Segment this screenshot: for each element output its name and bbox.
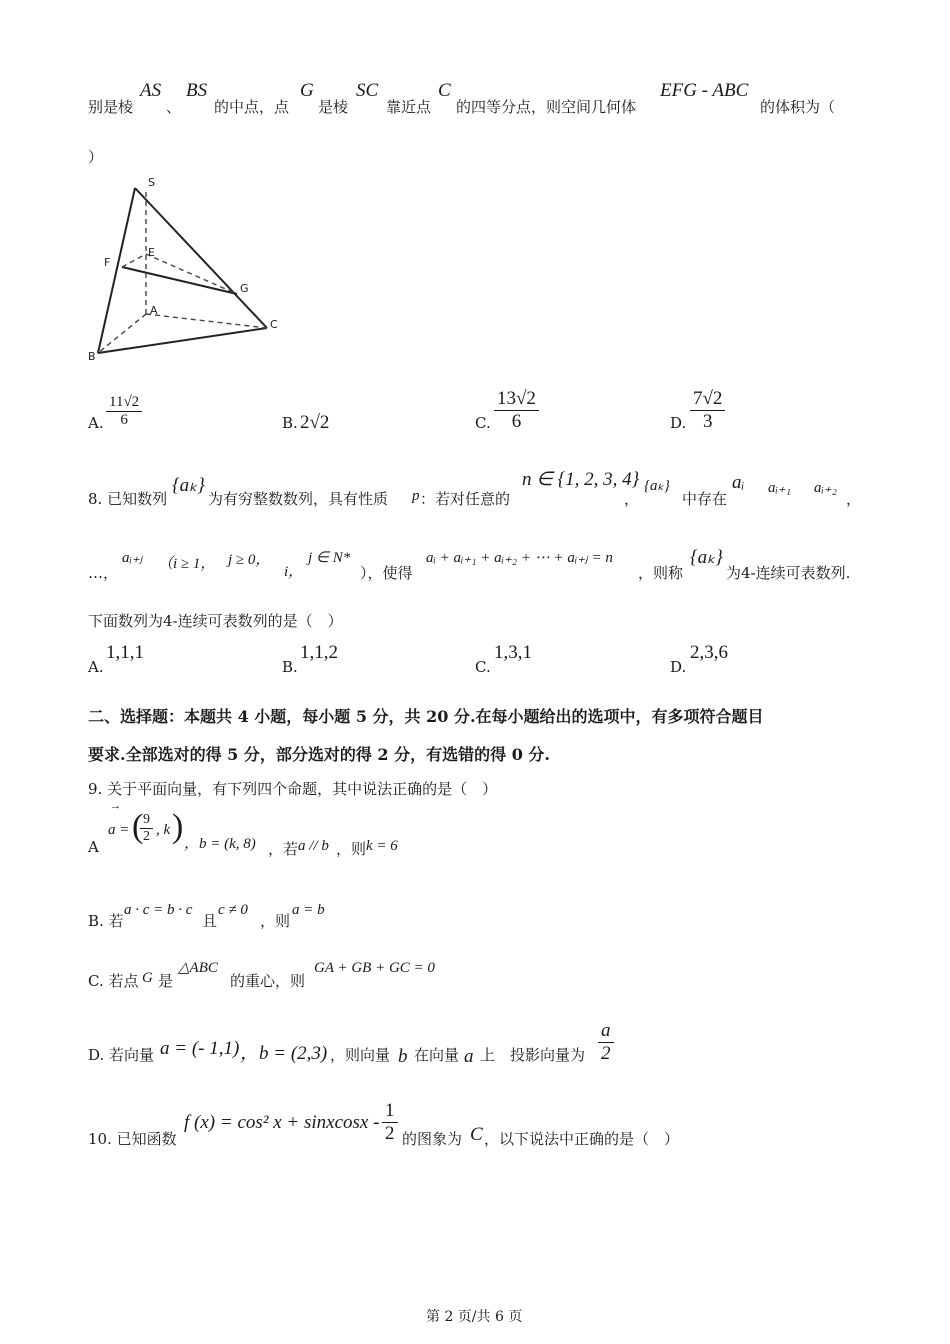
q9-d-text: ，则向量: [330, 1046, 391, 1064]
q8-cond-4: j ∈ N*: [308, 550, 351, 566]
q7-option-a-letter[interactable]: A.: [88, 414, 104, 432]
q8-option-c-letter[interactable]: C.: [475, 658, 491, 676]
q9-b-and: 且: [202, 912, 218, 930]
q7-text-5: 的四等分点，则空间几何体: [456, 98, 637, 116]
q8-option-b-letter[interactable]: B.: [282, 658, 298, 676]
q8-n-set: n ∈ {1, 2, 3, 4}: [522, 469, 640, 490]
q9-c-equation: GA + GB + GC = 0: [314, 960, 435, 976]
q9-a-if: ，若: [268, 840, 299, 858]
q7-paren-close: ）: [88, 148, 104, 166]
q7-sc: SC: [356, 80, 379, 101]
q9-c-triangle: △ABC: [178, 960, 218, 976]
q7-g: G: [300, 80, 314, 101]
q7-option-b-letter[interactable]: B.: [282, 414, 298, 432]
vector-arrow-icon: →: [110, 800, 121, 812]
tetrahedron-figure: [80, 170, 290, 370]
label-a: A: [150, 304, 158, 317]
q9-d-bv: b: [398, 1046, 408, 1067]
q8-ak-2: {aₖ}: [644, 478, 670, 494]
q7-text-1: 别是棱: [88, 98, 134, 116]
q7-option-a-num: 11√2: [106, 394, 142, 412]
q8-ai1: aᵢ₊₁: [768, 480, 792, 496]
q7-option-c-num: 13√2: [494, 388, 539, 411]
q9-d-frac-num: a: [598, 1020, 614, 1043]
q8-ak-1: {aₖ}: [172, 475, 205, 496]
q8-option-a-letter[interactable]: A.: [88, 658, 104, 676]
q9-d-b: ，b = (2,3): [240, 1043, 328, 1064]
q9-a-then: ，则: [336, 840, 367, 858]
q10-frac-den: 2: [385, 1122, 395, 1144]
q7-efg-abc: EFG - ABC: [660, 80, 749, 101]
q9-d-up: 上 投影向量为: [480, 1046, 586, 1064]
q7-text-4: 靠近点: [386, 98, 432, 116]
section2-heading-line2: 要求.全部选对的得 5 分，部分选对的得 2 分，有选错的得 0 分.: [88, 745, 550, 764]
q8-text-5: ，则称: [638, 564, 684, 582]
q9-a-b-vector: ，b = (k, 8): [184, 836, 256, 852]
q9-a-frac-num: 9: [140, 812, 153, 829]
q9-d-a: a = (- 1,1): [160, 1038, 240, 1059]
label-s: S: [148, 176, 155, 189]
q8-option-a-value[interactable]: 1,1,1: [106, 642, 144, 663]
q9-a-vector: a =: [108, 822, 130, 838]
label-e: E: [148, 246, 155, 259]
q7-text-3: 是棱: [318, 98, 349, 116]
q7-option-d-letter[interactable]: D.: [670, 414, 687, 432]
q8-ai2: aᵢ₊₂: [814, 480, 838, 496]
q8-sum: aᵢ + aᵢ₊₁ + aᵢ₊₂ + ⋯ + aᵢ₊ⱼ = n: [426, 550, 613, 566]
q9-a-parallel: a // b: [298, 838, 329, 854]
q10-post: 的图象为: [402, 1130, 463, 1148]
q9-b-cond: c ≠ 0: [218, 902, 248, 918]
q7-sep: 、: [166, 98, 182, 116]
q7-option-c-value[interactable]: [494, 388, 539, 433]
q8-p: p: [412, 488, 420, 504]
q9-c-centroid: 的重心，则: [230, 972, 306, 990]
q9-stem: 9. 关于平面向量，有下列四个命题，其中说法正确的是（ ）: [88, 780, 498, 798]
q10-c: C: [470, 1124, 483, 1145]
q8-cond-5: ），使得: [360, 564, 413, 582]
q9-a-result: k = 6: [366, 838, 398, 854]
q8-option-b-value[interactable]: 1,1,2: [300, 642, 338, 663]
q7-text-2: 的中点，点: [214, 98, 290, 116]
q9-b-equation: a · c = b · c: [124, 902, 193, 918]
q7-option-a-value[interactable]: [106, 394, 142, 430]
q9-d-frac: [598, 1020, 614, 1065]
q8-ai: aᵢ: [732, 472, 745, 493]
q9-option-b-prefix[interactable]: B. 若: [88, 912, 124, 930]
q10-prefix: 10. 已知函数: [88, 1130, 177, 1148]
q8-comma-1: ，: [624, 490, 640, 508]
edge-eg: [146, 254, 237, 294]
q9-b-result: a = b: [292, 902, 325, 918]
q9-d-av: a: [464, 1046, 474, 1067]
q9-d-frac-den: 2: [601, 1042, 611, 1064]
q8-text-2: 为有穷整数数列，具有性质: [208, 490, 389, 508]
q7-bs: BS: [186, 80, 208, 101]
q8-text-1: 8. 已知数列: [88, 490, 168, 508]
q8-question: 下面数列为4-连续可表数列的是（ ）: [88, 612, 343, 630]
q8-cond-1: （i ≥ 1，: [158, 556, 216, 572]
q7-option-b-value[interactable]: 2√2: [300, 412, 330, 433]
q7-option-d-den: 3: [702, 410, 713, 432]
q9-a-frac-den: 2: [143, 829, 150, 845]
q10-function: f (x) = cos² x + sinxcosx -: [184, 1112, 380, 1133]
q9-b-then: ，则: [260, 912, 291, 930]
q8-ak-3: {aₖ}: [690, 547, 723, 568]
q8-text-6: 为4-连续可表数列.: [726, 564, 851, 582]
q9-option-a-letter[interactable]: A: [88, 838, 99, 856]
edge-fe: [122, 254, 146, 267]
q8-cond-2: j ≥ 0，: [228, 552, 271, 568]
q9-c-is: 是: [158, 972, 174, 990]
q7-option-a-den: 6: [120, 412, 128, 429]
q7-option-c-den: 6: [511, 410, 522, 432]
q7-option-d-value[interactable]: [690, 388, 725, 433]
q9-option-d-prefix[interactable]: D. 若向量: [88, 1046, 155, 1064]
q9-c-g: G: [142, 970, 153, 986]
q10-post-2: ，以下说法中正确的是（ ）: [484, 1130, 680, 1148]
q8-text-3: ：若对任意的: [420, 490, 511, 508]
q8-text-4: 中存在: [682, 490, 728, 508]
q9-a-frac: [140, 812, 153, 845]
q8-cond-3: i，: [284, 564, 304, 580]
edge-ac: [146, 314, 267, 328]
q9-a-k: , k: [156, 822, 171, 838]
q10-frac-num: 1: [382, 1100, 398, 1123]
q10-frac: [382, 1100, 398, 1145]
q8-option-d-value[interactable]: 2,3,6: [690, 642, 728, 663]
q7-text-6: 的体积为（: [760, 98, 836, 116]
q8-aij: aᵢ₊ⱼ: [122, 550, 143, 566]
page-footer: 第 2 页/共 6 页: [426, 1309, 523, 1325]
edge-fg: [122, 267, 237, 294]
q7-option-d-num: 7√2: [690, 388, 725, 411]
q9-d-on: 在向量: [414, 1046, 460, 1064]
q8-option-d-letter[interactable]: D.: [670, 658, 687, 676]
label-c: C: [270, 318, 278, 331]
label-g: G: [240, 282, 249, 295]
q7-option-c-letter[interactable]: C.: [475, 414, 491, 432]
label-f: F: [104, 256, 111, 269]
label-b: B: [88, 350, 96, 363]
q7-c: C: [438, 80, 451, 101]
q8-option-c-value[interactable]: 1,3,1: [494, 642, 532, 663]
q9-option-c-prefix[interactable]: C. 若点: [88, 972, 139, 990]
q7-as: AS: [140, 80, 162, 101]
q8-dots: …，: [88, 564, 119, 582]
section2-heading-line1: 二、选择题：本题共 4 小题，每小题 5 分，共 20 分.在每小题给出的选项中，有多项符合题目: [88, 707, 764, 726]
